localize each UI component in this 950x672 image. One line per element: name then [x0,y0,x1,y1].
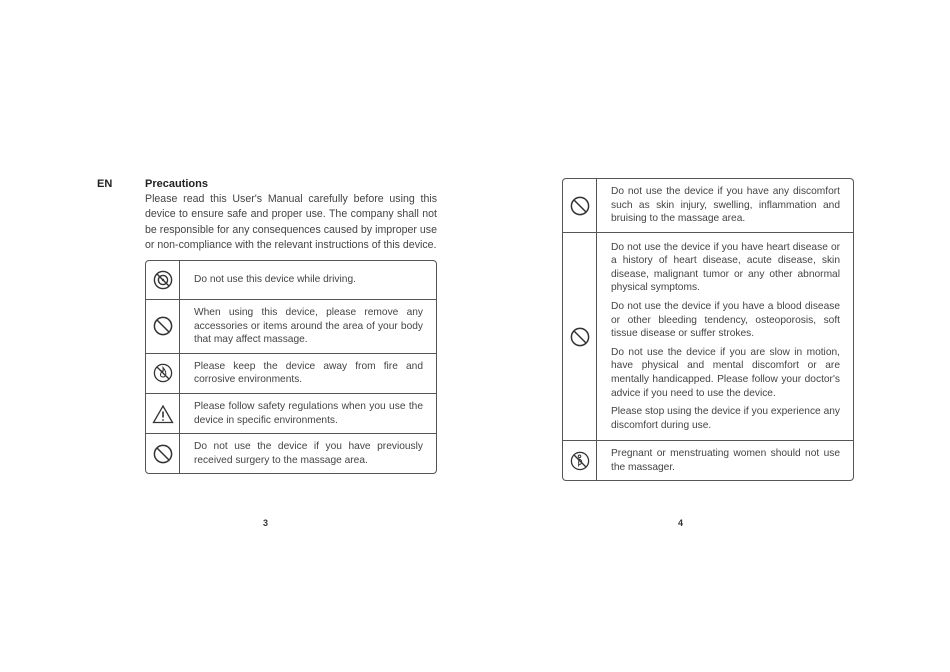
warning-text: Do not use the device if you have a blood disease or other bleeding tendency, osteoporosis, soft tissue disease or suffer strokes. [611,301,840,340]
prohibited-icon [146,299,180,353]
table-row [146,393,436,433]
table-row [563,440,853,480]
table-row [146,299,436,353]
warning-text: Do not use the device if you have heart disease or a history of heart disease, acute disease, skin disease, malignant tumor or any other abnormal physical symptoms. [611,241,840,294]
table-row [563,232,853,440]
warning-text: Please stop using the device if you experience any discomfort during use. [611,406,840,431]
language-label: EN [97,178,113,190]
warning-text: When using this device, please remove any accessories or items around the area of your body that may affect massage. [180,299,436,353]
prohibited-icon [563,179,597,232]
precautions-table-right [562,178,854,481]
page-title: Precautions [145,178,208,190]
warning-text-group [597,232,853,440]
table-row [563,179,853,232]
intro-paragraph: Please read this User's Manual carefully before using this device to ensure safe and proper use. The company shall not be responsible for any consequences caused by improper use or non-compliance with the relevant instructions of this device. [145,193,437,252]
warning-text: Do not use the device if you have any discomfort such as skin injury, swelling, inflammation and bruising to the massage area. [611,186,840,225]
table-row [146,261,436,299]
warning-triangle-icon [146,393,180,433]
page-number-right: 4 [678,518,684,528]
warning-text: Do not use this device while driving. [194,274,356,286]
no-pregnant-icon [563,440,597,480]
warning-text: Do not use the device if you are slow in motion, have physical and mental discomfort or are mentally handicapped. Please follow your doctor's advice if you need to use the device. [611,346,840,399]
prohibited-icon [146,433,180,473]
table-row [146,353,436,393]
prohibited-icon [563,232,597,440]
table-row [146,433,436,473]
warning-text: Please keep the device away from fire and corrosive environments. [180,353,436,393]
warning-text: Do not use the device if you have previously received surgery to the massage area. [180,433,436,473]
precautions-table-left [145,260,437,474]
no-fire-icon [146,353,180,393]
warning-text: Pregnant or menstruating women should not use the massager. [597,440,853,480]
no-driving-icon [146,261,180,299]
warning-text: Please follow safety regulations when you use the device in specific environments. [180,393,436,433]
page-number-left: 3 [263,518,269,528]
